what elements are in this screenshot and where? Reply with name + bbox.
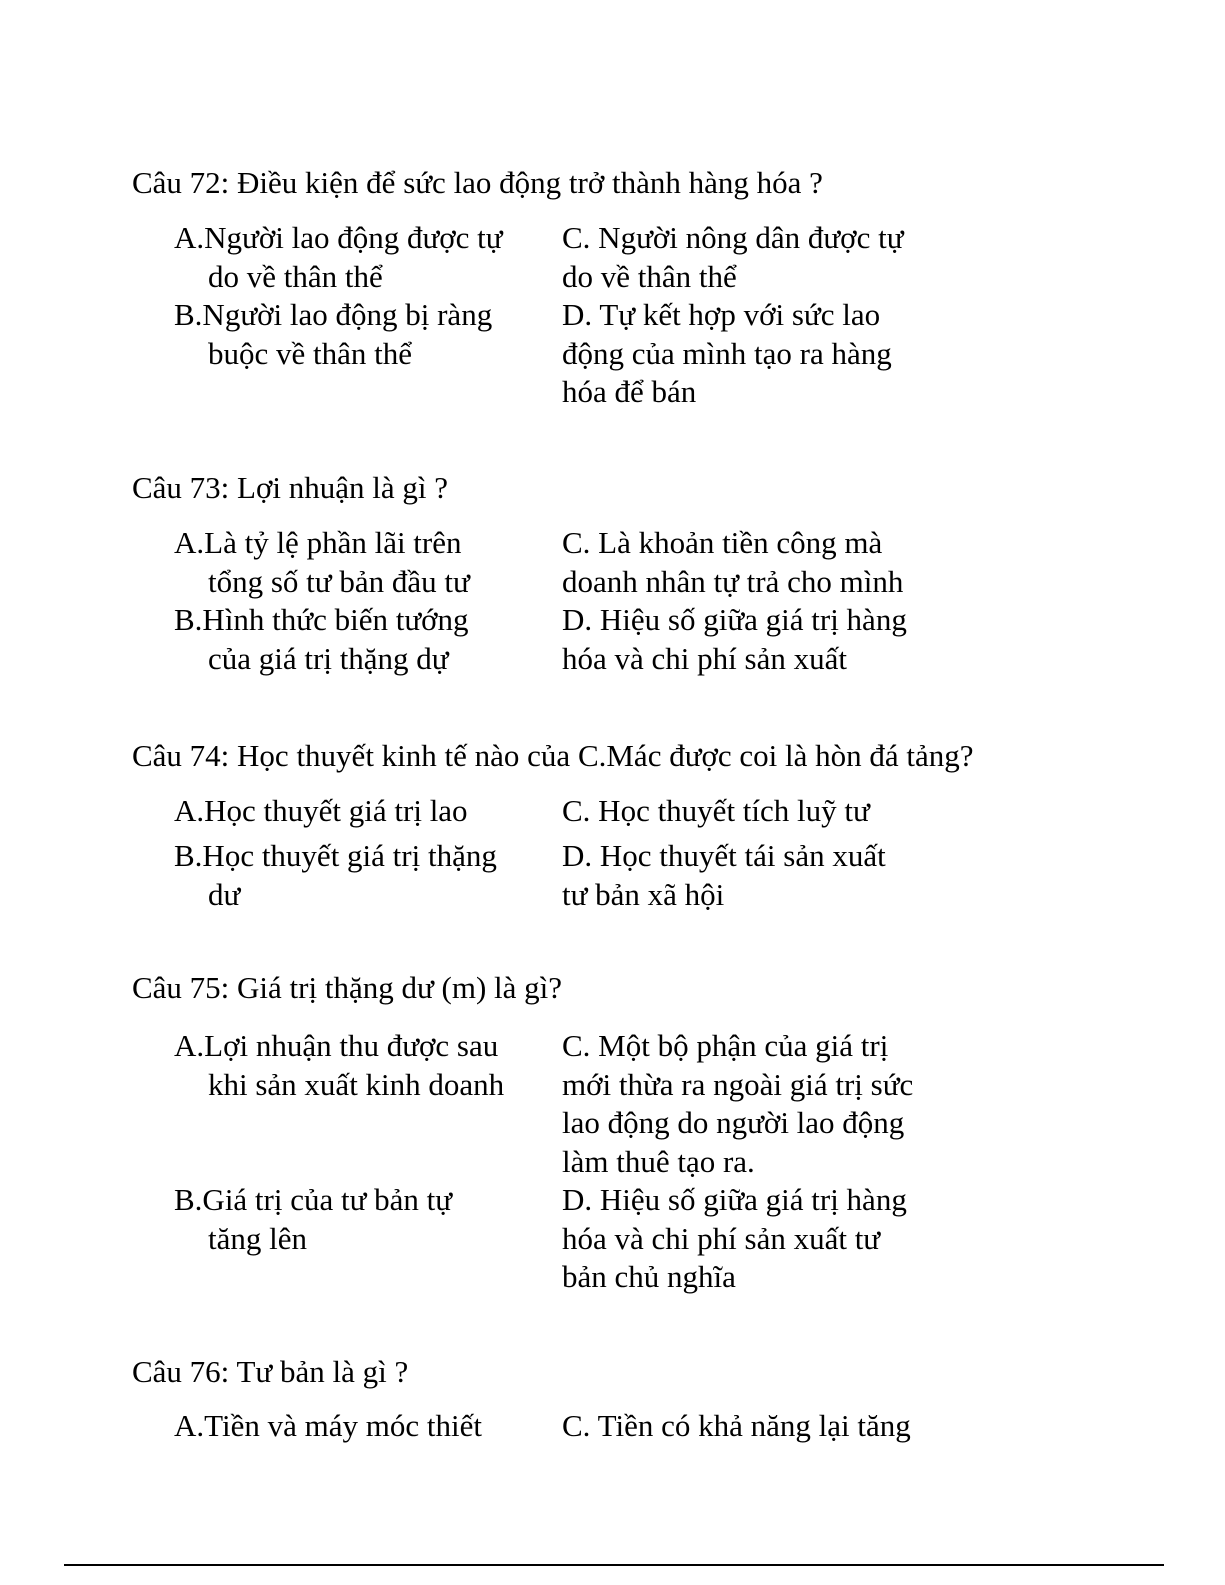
- option-line: B.Người lao động bị ràng: [174, 297, 493, 332]
- question-73-option-b: [174, 601, 544, 678]
- option-line: C. Một bộ phận của giá trị: [562, 1028, 889, 1063]
- question-74-option-b: [174, 837, 544, 914]
- question-76-title: Câu 76: Tư bản là gì ?: [132, 1354, 409, 1389]
- option-line: C. Người nông dân được tự: [562, 220, 904, 255]
- page-bottom-rule: [64, 1564, 1164, 1566]
- question-73-option-a: [174, 524, 544, 601]
- option-line: C. Là khoản tiền công mà: [562, 525, 883, 560]
- option-line: do về thân thể: [562, 258, 737, 294]
- question-74-option-a: [174, 792, 544, 831]
- option-line: A.Lợi nhuận thu được sau: [174, 1028, 499, 1063]
- question-75-option-d: [562, 1181, 962, 1297]
- question-76-option-c: [562, 1407, 962, 1446]
- question-76-option-a: [174, 1407, 544, 1446]
- option-line: B.Hình thức biến tướng: [174, 602, 469, 637]
- option-line: động của mình tạo ra hàng: [562, 335, 892, 371]
- option-line: B.Giá trị của tư bản tự: [174, 1182, 453, 1217]
- option-line: khi sản xuất kinh doanh: [208, 1066, 505, 1102]
- question-73-option-d: [562, 601, 962, 678]
- question-72-option-d: [562, 296, 962, 412]
- option-line: A.Người lao động được tự: [174, 220, 503, 255]
- option-line: hóa để bán: [562, 374, 697, 409]
- option-line: tư bản xã hội: [562, 876, 725, 912]
- option-line: doanh nhân tự trả cho mình: [562, 563, 904, 599]
- option-line: làm thuê tạo ra.: [562, 1143, 755, 1179]
- option-line: C. Tiền có khả năng lại tăng: [562, 1408, 911, 1443]
- option-line: D. Học thuyết tái sản xuất: [562, 838, 886, 873]
- question-75-title: Câu 75: Giá trị thặng dư (m) là gì?: [132, 970, 563, 1005]
- option-line: D. Hiệu số giữa giá trị hàng: [562, 1182, 907, 1217]
- question-72-option-b: [174, 296, 544, 373]
- option-line: bản chủ nghĩa: [562, 1259, 736, 1294]
- option-line: tổng số tư bản đầu tư: [208, 563, 470, 599]
- question-72-option-a: [174, 219, 544, 296]
- question-75-option-c: [562, 1027, 962, 1181]
- option-line: tăng lên: [208, 1220, 307, 1256]
- option-line: do về thân thể: [208, 258, 383, 294]
- option-line: hóa và chi phí sản xuất: [562, 640, 847, 676]
- question-74-option-d: [562, 837, 962, 914]
- option-line: lao động do người lao động: [562, 1105, 905, 1140]
- question-74-option-c: [562, 792, 962, 831]
- question-72-title: Câu 72: Điều kiện để sức lao động trở thành hàng hóa ?: [132, 165, 823, 200]
- question-75-option-a: [174, 1027, 544, 1104]
- option-line: D. Hiệu số giữa giá trị hàng: [562, 602, 907, 637]
- option-line: C. Học thuyết tích luỹ tư: [562, 793, 870, 828]
- question-73-title: Câu 73: Lợi nhuận là gì ?: [132, 470, 448, 505]
- question-75-option-b: [174, 1181, 544, 1258]
- question-74-title: Câu 74: Học thuyết kinh tế nào của C.Mác được coi là hòn đá tảng?: [132, 738, 974, 773]
- option-line: của giá trị thặng dự: [208, 640, 449, 676]
- option-line: buộc về thân thể: [208, 335, 413, 371]
- option-line: mới thừa ra ngoài giá trị sức: [562, 1066, 914, 1102]
- option-line: B.Học thuyết giá trị thặng: [174, 838, 497, 873]
- question-73-option-c: [562, 524, 962, 601]
- option-line: A.Học thuyết giá trị lao: [174, 793, 468, 828]
- option-line: D. Tự kết hợp với sức lao: [562, 297, 881, 332]
- option-line: A.Là tỷ lệ phần lãi trên: [174, 525, 462, 560]
- option-line: A.Tiền và máy móc thiết: [174, 1408, 482, 1443]
- question-72-option-c: [562, 219, 962, 296]
- option-line: dư: [208, 876, 241, 912]
- option-line: hóa và chi phí sản xuất tư: [562, 1220, 881, 1256]
